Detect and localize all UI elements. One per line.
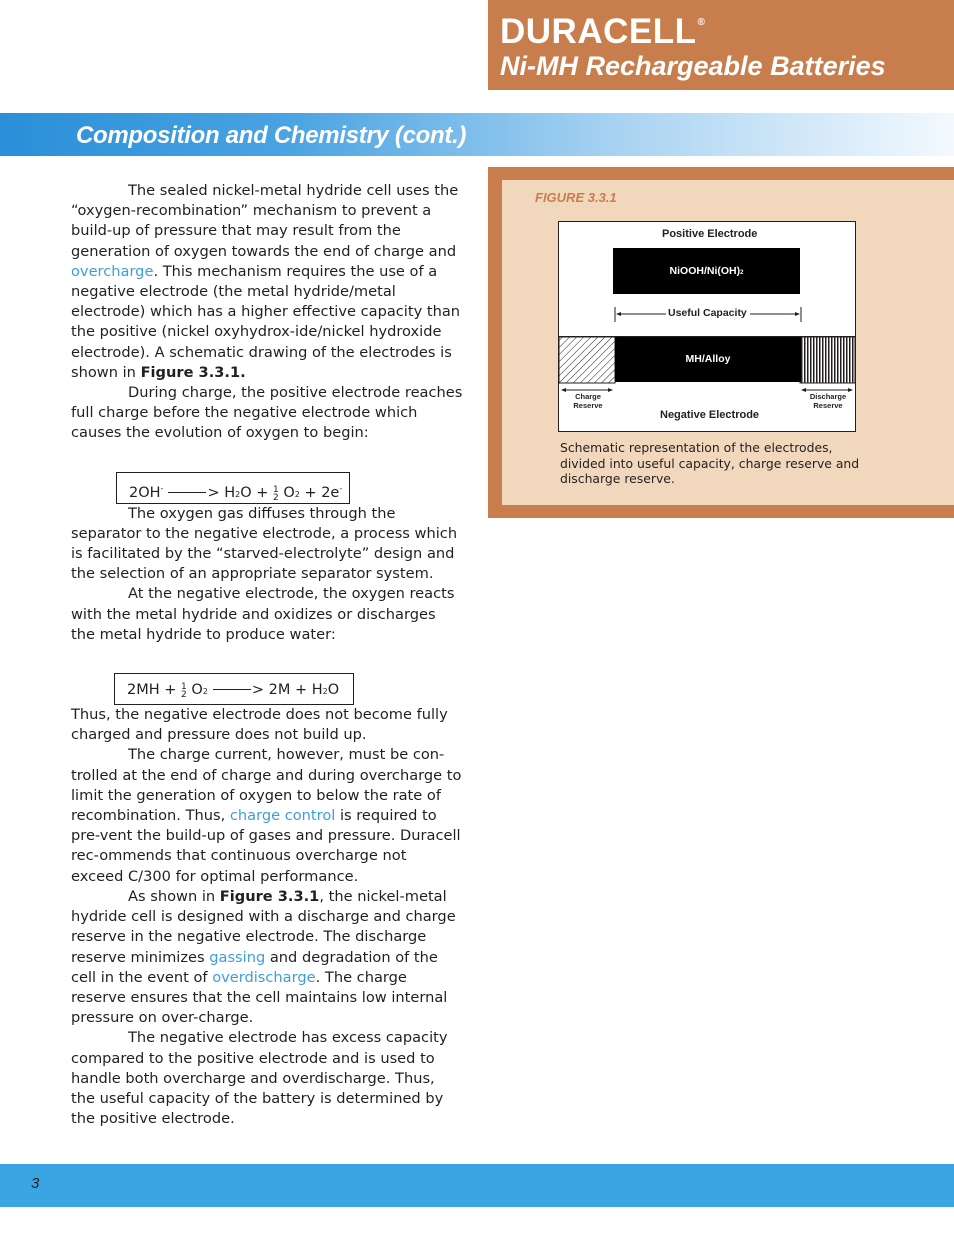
- paragraph-3: The oxygen gas diffuses through the separator to the negative electrode, a process which is facilitated by the “starved-electrolyte” design and the selection of an appropriate separator system.: [71, 504, 458, 583]
- page-number: 3: [31, 1175, 40, 1192]
- label-line: Charge: [575, 392, 601, 401]
- eq-sub: 2: [235, 489, 241, 499]
- eq-term: O: [278, 484, 295, 501]
- figure-reference: Figure 3.3.1: [219, 887, 320, 905]
- eq-sub: 2: [322, 687, 328, 697]
- text: , the nickel-metal hydride cell is designed with a discharge and charge reserve in the negative electrode. The discharge reserve minimizes: [71, 887, 456, 966]
- eq-term: O +: [240, 484, 273, 501]
- frac-num: 1: [181, 682, 187, 693]
- eq-sub: 2: [294, 489, 300, 499]
- eq-sup: -: [339, 483, 343, 493]
- eq-sup: -: [160, 483, 164, 493]
- reaction-arrow: [213, 689, 251, 690]
- paragraph-5: Thus, the negative electrode does not become fully charged and pressure does not build up.: [71, 706, 448, 744]
- eq-term: > 2M + H: [251, 682, 323, 699]
- frac-den: 2: [272, 492, 279, 503]
- useful-capacity-label: Useful Capacity: [668, 307, 747, 319]
- paragraph-7: [71, 887, 463, 1028]
- duracell-logo: [500, 14, 705, 49]
- eq-sub: 2: [202, 687, 208, 697]
- overdischarge-link[interactable]: overdischarge: [212, 968, 316, 986]
- figure-caption: Schematic representation of the electrodes, divided into useful capacity, charge reserve and discharge reserve.: [560, 440, 860, 487]
- text: . This mechanism requires the use of a negative electrode (the metal hydride/metal electrode) which has a higher effective capacity than the positive (nickel oxyhydrox-ide/nickel hydroxide electrode). A schematic drawing of the electrodes is shown in: [71, 262, 461, 381]
- text: The sealed nickel-metal hydride cell uses the “oxygen-recombination” mechanism to prevent a build-up of pressure that may result from the generation of oxygen towards the end of charge and: [71, 182, 459, 260]
- eq-term: + 2e: [299, 484, 340, 501]
- frac-den: 2: [181, 690, 187, 701]
- brand-name: DURACELL: [500, 12, 697, 51]
- section-banner: [0, 113, 954, 156]
- text: is required to pre-vent the build-up of gases and pressure. Duracell rec-ommends that continuous overcharge not exceed C/300 for optimal performance.: [71, 807, 461, 885]
- reaction-arrow: [168, 492, 206, 493]
- paragraph-1: [71, 181, 463, 383]
- charge-reserve-label: [563, 392, 613, 410]
- label-line: Reserve: [573, 401, 603, 410]
- label-line: Discharge: [809, 392, 847, 401]
- negative-electrode-block: MH/Alloy: [615, 337, 801, 382]
- frac-num: 1: [272, 484, 279, 495]
- text: . The charge reserve ensures that the cell maintains low internal pressure on over-charge.: [71, 968, 448, 1027]
- paragraph-4: At the negative electrode, the oxygen reacts with the metal hydride and oxidizes or discharges the metal hydride to produce water:: [71, 585, 455, 643]
- text: As shown in: [128, 887, 220, 905]
- section-title: Composition and Chemistry (cont.): [76, 122, 467, 149]
- body-text-column: [71, 181, 463, 1129]
- electrode-schematic: [558, 221, 856, 432]
- text: and degradation of the cell in the event of: [71, 948, 438, 986]
- eq-term: > H: [207, 484, 236, 501]
- overcharge-link[interactable]: overcharge: [71, 262, 154, 280]
- positive-electrode-label: Positive Electrode: [662, 228, 758, 240]
- paragraph-6: [71, 745, 463, 886]
- charge-control-link[interactable]: charge control: [229, 807, 336, 825]
- brand-header: [488, 0, 954, 90]
- product-line-title: Ni-MH Rechargeable Batteries: [500, 51, 886, 81]
- eq-term: 2MH +: [127, 682, 182, 699]
- paragraph-2: During charge, the positive electrode reaches full charge before the negative electrode which causes the evolution of oxygen to begin:: [71, 384, 463, 442]
- negative-electrode-label: Negative Electrode: [660, 409, 760, 421]
- figure-reference: Figure 3.3.1.: [140, 363, 246, 381]
- oxygen-recombination-equation: [114, 673, 354, 705]
- paragraph-8: The negative electrode has excess capacity compared to the positive electrode and is used to handle both overcharge and overdischarge. Thus, the useful capacity of the battery is determined by the positive electrode.: [71, 1029, 448, 1128]
- positive-material-sub: 2: [740, 270, 744, 276]
- eq-term: O: [327, 682, 340, 699]
- gassing-link[interactable]: gassing: [209, 948, 266, 966]
- discharge-reserve-label: [802, 392, 854, 410]
- page-footer: [0, 1164, 954, 1207]
- oxygen-evolution-equation: [116, 472, 350, 504]
- registered-mark: ®: [697, 17, 706, 28]
- positive-material: NiOOH/Ni(OH): [669, 265, 741, 277]
- figure-label: FIGURE 3.3.1: [535, 190, 617, 205]
- eq-term: O: [186, 682, 203, 699]
- text: The charge current, however, must be con-trolled at the end of charge and during overcharge to limit the generation of oxygen to below the rate of recombination. Thus,: [71, 746, 462, 825]
- eq-term: 2OH: [129, 484, 161, 501]
- label-line: Reserve: [813, 401, 843, 410]
